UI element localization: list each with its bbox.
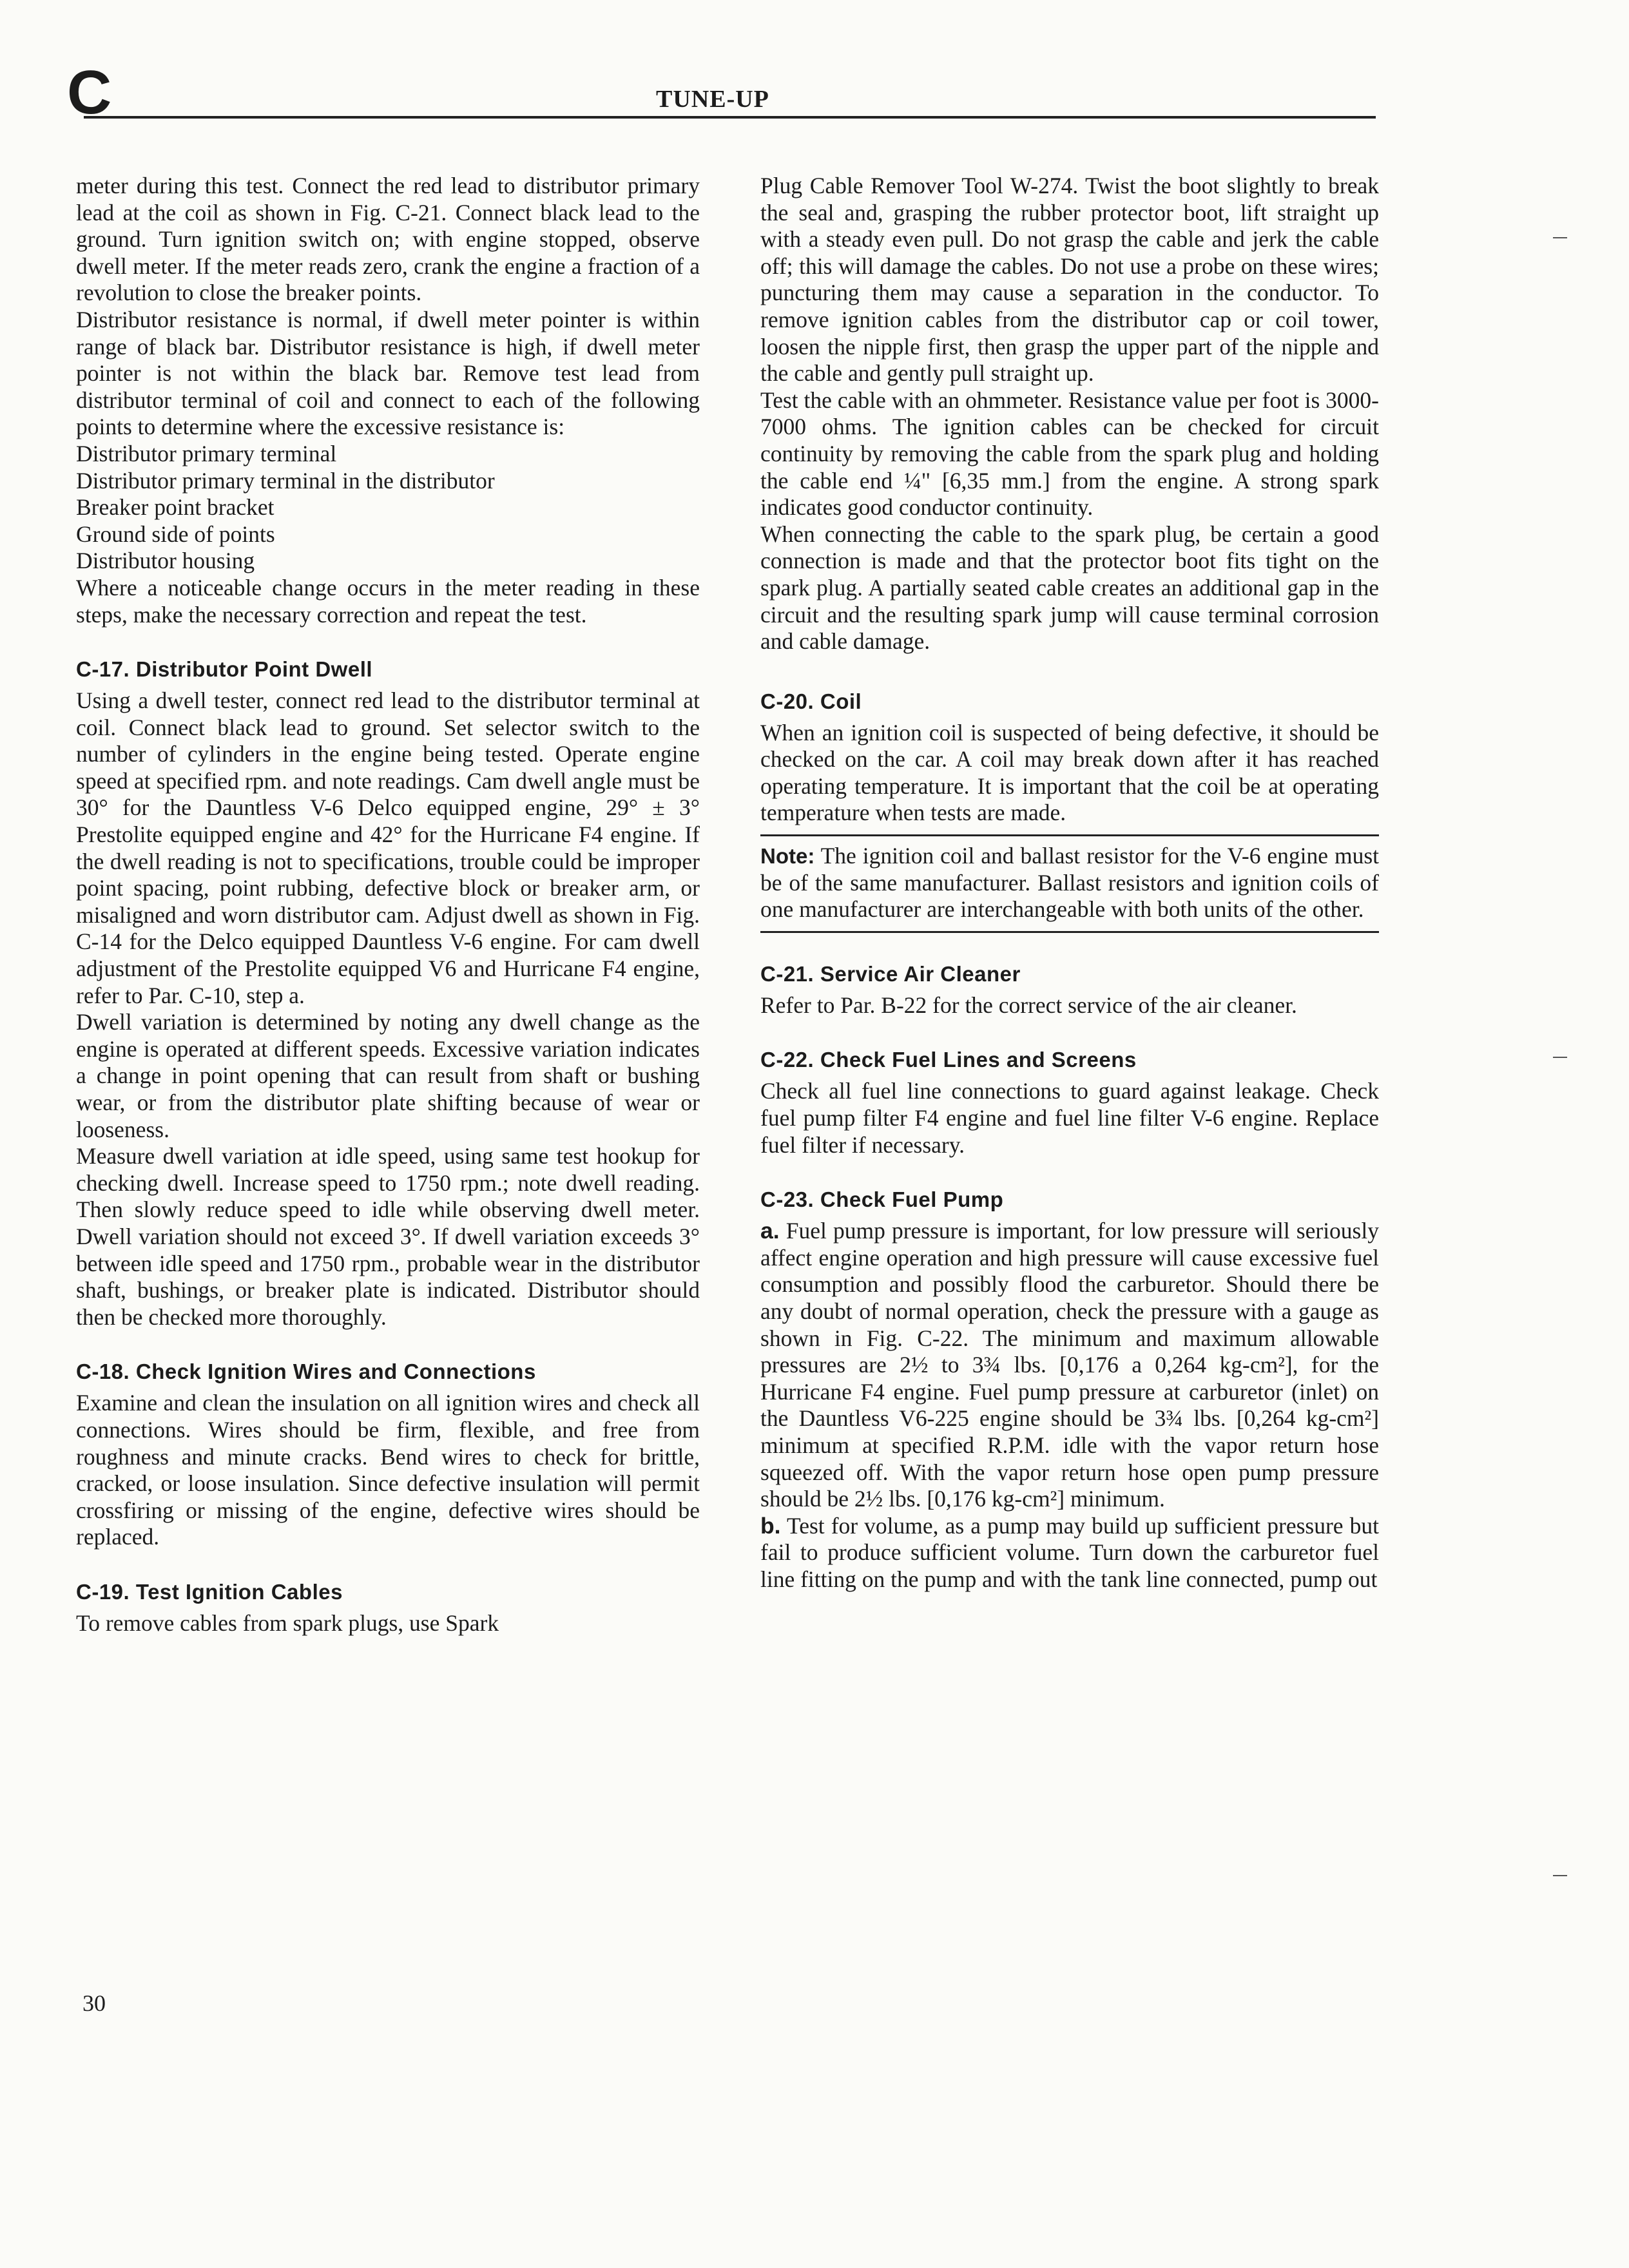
margin-mark [1553, 1875, 1567, 1876]
body-paragraph: Using a dwell tester, connect red lead to the distributor terminal at coil. Connect black lead to ground. Set selector switch to the number of cylinders in the engine being tested. Operate engine speed at specified rpm. and note readings. Cam dwell angle must be 30° for the Dauntless V-6 Delco equipped engine, 29° ± 3° Prestolite equipped engine and 42° for the Hurricane F4 engine. If the dwell reading is not to specifications, trouble could be improper point spacing, point rubbing, defective block or breaker arm, or misaligned and worn distributor cam. Adjust dwell as shown in Fig. C-14 for the Delco equipped Dauntless V-6 engine. For cam dwell adjustment of the Prestolite equipped V6 and Hurricane F4 engine, refer to Par. C-10, step a. [76, 687, 700, 1008]
right-column [760, 173, 1379, 1593]
body-paragraph: Examine and clean the insulation on all ignition wires and check all connections. Wires should be firm, flexible, and free from roughness and minute cracks. Bend wires to check for brittle, cracked, or loose insulation. Since defective insulation will permit crossfiring or missing of the engine, defective wires should be replaced. [76, 1390, 700, 1550]
body-paragraph: meter during this test. Connect the red lead to distributor primary lead at the coil as shown in Fig. C-21. Connect black lead to the ground. Turn ignition switch on; with engine stopped, observe dwell meter. If the meter reads zero, crank the engine a fraction of a revolution to close the breaker points. [76, 173, 700, 306]
section-letter: C [67, 58, 112, 127]
body-paragraph: Where a noticeable change occurs in the meter reading in these steps, make the necessary correction and repeat the test. [76, 574, 700, 628]
body-paragraph: When connecting the cable to the spark plug, be certain a good connection is made and that the protector boot fits tight on the spark plug. A partially seated cable creates an additional gap in the circuit and the resulting spark jump will cause terminal corrosion and cable damage. [760, 521, 1379, 655]
body-paragraph: To remove cables from spark plugs, use Spark [76, 1610, 499, 1636]
body-paragraph: Dwell variation is determined by noting any dwell change as the engine is operated at different speeds. Excessive variation indicates a change in point opening that can result from shaft or bushing wear, or from the distributor plate shifting because of wear or looseness. [76, 1009, 700, 1142]
section-heading-c21: C-21. Service Air Cleaner [760, 961, 1021, 986]
body-paragraph: Measure dwell variation at idle speed, using same test hookup for checking dwell. Increase speed to 1750 rpm.; note dwell reading. Then slowly reduce speed to idle while observing dwell meter. Dwell variation should not exceed 3°. If dwell variation exceeds 3° between idle speed and 1750 rpm., probable wear in the distributor shaft, bushings, or breaker plate is indicated. Distributor should then be checked more thoroughly. [76, 1143, 700, 1330]
page-title: TUNE-UP [656, 86, 769, 113]
test-point-item: Breaker point bracket [76, 494, 275, 521]
body-paragraph [760, 1513, 1379, 1593]
step-label-b: b. [760, 1512, 781, 1539]
step-text-a: Fuel pump pressure is important, for low pressure will seriously affect engine operation and high pressure will cause excessive fuel consumption and possibly flood the carburetor. Should there be any doubt of normal operation, check the pressure with a gauge as shown in Fig. C-22. The minimum and maximum allowable pressures are 2½ to 3¾ lbs. [0,176 a 0,264 kg-cm²], for the Hurricane F4 engine. Fuel pump pressure at carburetor (inlet) on the Dauntless V6-225 engine should be 3¾ lbs. [0,264 kg-cm²] minimum at specified R.P.M. idle with the vapor return hose squeezed off. With the vapor return hose open pump pressure should be 2½ lbs. [0,176 kg-cm²] minimum. [760, 1218, 1379, 1512]
section-heading-c18: C-18. Check Ignition Wires and Connections [76, 1360, 536, 1384]
body-paragraph [760, 1218, 1379, 1513]
note-box [760, 834, 1379, 933]
section-heading-c17: C-17. Distributor Point Dwell [76, 657, 373, 682]
body-paragraph: Refer to Par. B-22 for the correct service of the air cleaner. [760, 992, 1297, 1018]
body-paragraph: Distributor resistance is normal, if dwell meter pointer is within range of black bar. Distributor resistance is high, if dwell meter pointer is not within the black bar. Remove test lead from distributor terminal of coil and connect to each of the following points to determine where the excessive resistance is: [76, 306, 700, 440]
step-label-a: a. [760, 1218, 780, 1244]
page-number: 30 [82, 1990, 106, 2016]
body-paragraph: When an ignition coil is suspected of being defective, it should be checked on the car. A coil may break down after it has reached operating temperature. It is important that the coil be at operating temperature when tests are made. [760, 719, 1379, 826]
body-paragraph: Test the cable with an ohmmeter. Resistance value per foot is 3000-7000 ohms. The ignition cables can be checked for circuit continuity by removing the cable from the spark plug and holding the cable end ¼" [6,35 mm.] from the engine. A strong spark indicates good conductor continuity. [760, 387, 1379, 521]
margin-mark [1553, 1057, 1567, 1058]
section-heading-c19: C-19. Test Ignition Cables [76, 1579, 343, 1604]
test-point-item: Distributor primary terminal in the distributor [76, 467, 495, 494]
note-text: The ignition coil and ballast resistor for the V-6 engine must be of the same manufacturer. Ballast resistors and ignition coils of one manufacturer are interchangeable with both units of the other. [760, 843, 1379, 923]
left-column [76, 173, 700, 1637]
header-rule [84, 116, 1376, 119]
margin-mark [1553, 237, 1567, 238]
note-label: Note: [760, 844, 815, 869]
section-heading-c20: C-20. Coil [760, 689, 862, 713]
test-point-item: Ground side of points [76, 521, 275, 547]
test-point-item: Distributor primary terminal [76, 440, 337, 466]
body-paragraph: Check all fuel line connections to guard against leakage. Check fuel pump filter F4 engine and fuel line filter V-6 engine. Replace fuel filter if necessary. [760, 1078, 1379, 1158]
body-paragraph: Plug Cable Remover Tool W-274. Twist the boot slightly to break the seal and, grasping the rubber protector boot, lift straight up with a steady even pull. Do not grasp the cable and jerk the cable off; this will damage the cables. Do not use a probe on these wires; puncturing them may cause a separation in the conductor. To remove ignition cables from the distributor cap or coil tower, loosen the nipple first, then grasp the upper part of the nipple and the cable and gently pull straight up. [760, 173, 1379, 387]
note-paragraph [760, 843, 1379, 923]
step-text-b: Test for volume, as a pump may build up sufficient pressure but fail to produce sufficient volume. Turn down the carburetor fuel line fitting on the pump and with the tank line connected, pump out [760, 1512, 1379, 1592]
section-heading-c22: C-22. Check Fuel Lines and Screens [760, 1048, 1137, 1072]
test-point-item: Distributor housing [76, 548, 255, 574]
section-heading-c23: C-23. Check Fuel Pump [760, 1187, 1004, 1212]
